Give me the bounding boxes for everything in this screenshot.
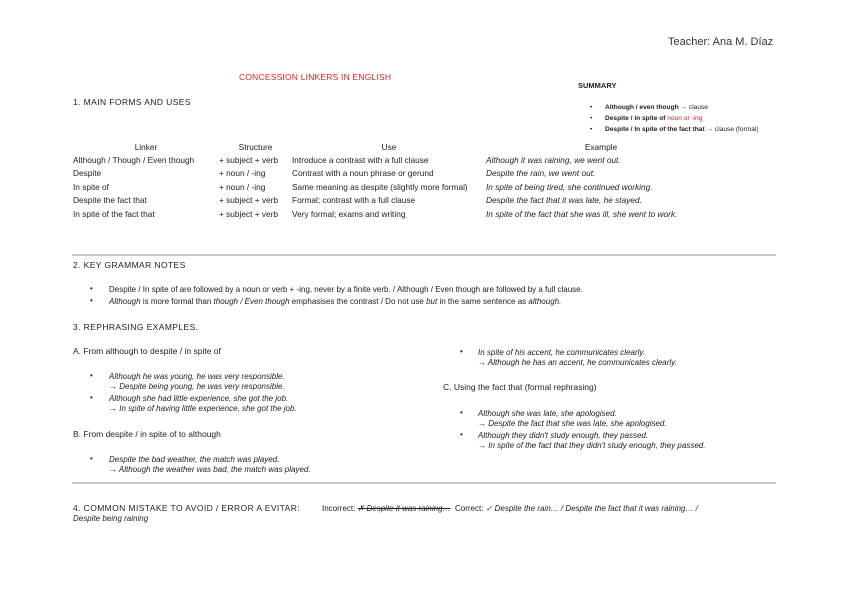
subheading-c: C. Using the fact that (formal rephrasing)	[443, 382, 597, 392]
cell-use: Contrast with a noun phrase or gerund	[292, 168, 434, 179]
cell-structure: + subject + verb	[219, 195, 279, 206]
cell-structure: + noun / -ing	[219, 181, 266, 192]
section3-heading: 3. REPHRASING EXAMPLES.	[73, 322, 199, 332]
example-c2: Although they didn't study enough, they passed.	[478, 431, 649, 440]
summary-rest: noun or -ing	[667, 115, 703, 122]
summary-item	[590, 102, 759, 113]
cell-linker: Although / Though / Even though	[73, 154, 195, 165]
cell-use: Formal; contrast with a full clause	[292, 195, 416, 206]
common-mistake-line	[73, 503, 698, 513]
bullet-icon: •	[90, 284, 93, 293]
note-term: although.	[528, 297, 562, 306]
example-a1: Although he was young, he was very responsible.	[109, 372, 285, 381]
cell-structure: + subject + verb	[219, 154, 279, 165]
section2-heading: 2. KEY GRAMMAR NOTES	[73, 260, 186, 270]
summary-list	[590, 102, 759, 135]
example-c1-rephrased: → Despite the fact that she was late, she apologised.	[478, 419, 667, 428]
bullet-icon: •	[90, 454, 93, 463]
col-header-linker: Linker	[134, 141, 158, 152]
bullet-icon: •	[90, 371, 93, 380]
correct-example: ✓ Despite the rain… / Despite the fact that it was raining… /	[485, 504, 698, 513]
table-row	[73, 180, 716, 194]
col-header-structure: Structure	[238, 141, 273, 152]
summary-linker: Despite / In spite of the fact that	[605, 126, 705, 133]
example-b2-rephrased: → Although he has an accent, he communicates clearly.	[478, 358, 677, 367]
bullet-icon: •	[460, 408, 463, 417]
correct-example-continued: Despite being raining	[73, 514, 149, 523]
summary-linker: Although / even though	[605, 104, 679, 111]
note-text: emphasises the contrast / Do not use	[289, 297, 427, 306]
cell-example: Despite the fact that it was late, he stayed.	[486, 195, 642, 206]
summary-rest: → clause	[680, 104, 708, 111]
summary-linker: Despite / in spite of	[605, 115, 666, 122]
cell-use: Very formal; exams and writing	[292, 208, 406, 219]
section-divider	[72, 482, 776, 484]
incorrect-label: Incorrect:	[322, 504, 356, 513]
example-a1-rephrased: → Despite being young, he was very responsible.	[109, 382, 285, 391]
cell-linker: Despite the fact that	[73, 195, 147, 206]
example-c2-rephrased: → In spite of the fact that they didn't study enough, they passed.	[478, 441, 706, 450]
example-a2-rephrased: → In spite of having little experience, she got the job.	[109, 404, 297, 413]
cell-example: Although it was raining, we went out.	[486, 154, 621, 165]
cell-linker: Despite	[73, 168, 102, 179]
summary-rest: → clause (formal)	[706, 126, 759, 133]
example-b2: In spite of his accent, he communicates clearly.	[478, 348, 646, 357]
note-term: though / Even though	[213, 297, 290, 306]
subheading-a: A. From although to despite / in spite of	[73, 346, 221, 356]
document-title: CONCESSION LINKERS IN ENGLISH	[239, 72, 392, 82]
bullet-icon: •	[90, 393, 93, 402]
cell-example: In spite of being tired, she continued working.	[486, 181, 653, 192]
section4-heading: 4. COMMON MISTAKE TO AVOID / ERROR A EVITAR:	[73, 503, 300, 513]
incorrect-example: ✗ Despite it was raining…	[357, 504, 451, 513]
bullet-icon: •	[90, 296, 93, 305]
table-row	[73, 153, 716, 167]
col-header-use: Use	[381, 141, 397, 152]
cell-use: Introduce a contrast with a full clause	[292, 154, 429, 165]
bullet-icon: •	[460, 430, 463, 439]
example-a2: Although she had little experience, she got the job.	[109, 394, 289, 403]
forms-table	[73, 140, 716, 221]
section-divider	[72, 254, 776, 256]
summary-item	[590, 124, 759, 135]
note-text: in the same sentence as	[437, 297, 529, 306]
example-c1: Although she was late, she apologised.	[478, 409, 617, 418]
summary-heading: SUMMARY	[578, 81, 617, 90]
col-header-example: Example	[584, 141, 618, 152]
table-row	[73, 167, 716, 181]
correct-label: Correct:	[455, 504, 484, 513]
section1-heading: 1. MAIN FORMS AND USES	[73, 97, 191, 107]
table-row	[73, 207, 716, 221]
cell-example: Despite the rain, we went out.	[486, 168, 596, 179]
table-row	[73, 194, 716, 208]
example-b1: Despite the bad weather, the match was played.	[109, 455, 280, 464]
grammar-note-2	[109, 297, 561, 306]
subheading-b: B. From despite / in spite of to although	[73, 429, 221, 439]
note-term: Although	[109, 297, 141, 306]
cell-linker: In spite of	[73, 181, 109, 192]
cell-example: In spite of the fact that she was ill, she went to work.	[486, 208, 678, 219]
grammar-note-1: Despite / In spite of are followed by a noun or verb + -ing, never by a finite verb. / Although / Even though are followed by a full clause.	[109, 285, 583, 294]
cell-structure: + noun / -ing	[219, 168, 266, 179]
cell-structure: + subject + verb	[219, 208, 279, 219]
bullet-icon: •	[460, 347, 463, 356]
cell-linker: In spite of the fact that	[73, 208, 155, 219]
cell-use: Same meaning as despite (slightly more formal)	[292, 181, 468, 192]
table-header-row	[73, 140, 716, 153]
teacher-name: Teacher: Ana M. Díaz	[668, 36, 774, 48]
example-b1-rephrased: → Although the weather was bad, the match was played.	[109, 465, 311, 474]
note-term: but	[426, 297, 438, 306]
summary-item	[590, 113, 759, 124]
note-text: is more formal than	[140, 297, 214, 306]
